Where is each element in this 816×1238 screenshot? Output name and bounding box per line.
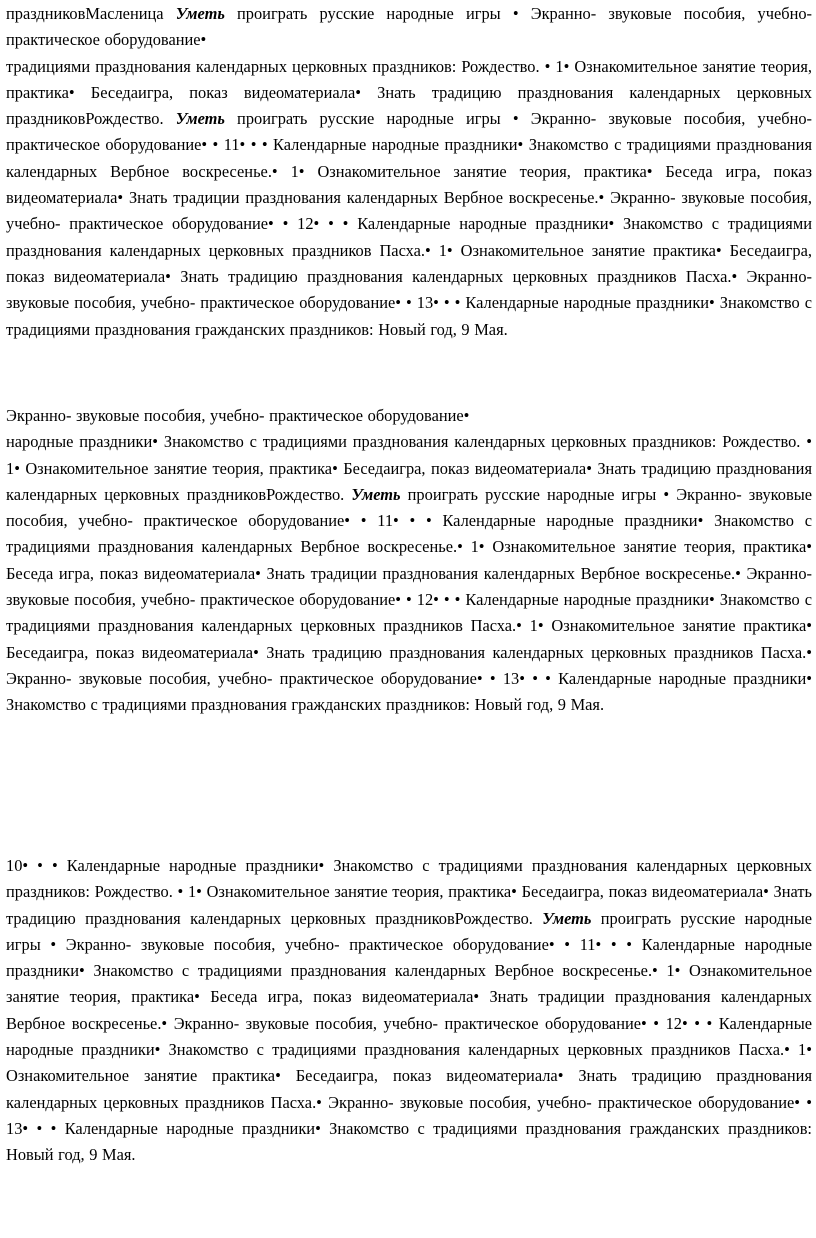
text-run: Экранно- звуковые пособия, учебно- практическое оборудование• [6,406,470,425]
text-block-1 [6,1,812,343]
emphasis-umet: Уметь [542,908,592,928]
text-run: традициями празднования календарных церковных праздников: Рождество. • 1• Ознакомительное занятие теория, практика• Беседаигра, показ видеоматериала• Знать традицию празднования календарных церковных праздниковРождество. [6,56,812,129]
text-run: народные праздники• Знакомство с традициями празднования календарных церковных праздников: Рождество. • 1• Ознакомительное занятие теория, практика• Беседаигра, показ видеоматериала• Знать традицию празднования календарных церковных праздниковРождество. [6,432,812,504]
emphasis-umet: Уметь [351,484,401,504]
emphasis-umet: Уметь [175,109,225,129]
text-run: 10• • • Календарные народные праздники• Знакомство с традициями празднования календарных церковных праздников: Рождество. • 1• Ознакомительное занятие теория, практика• Беседаигра, показ видеоматериала• Знать традицию празднования календарных церковных праздниковРождество. [6,856,812,928]
emphasis-umet: Уметь [175,4,225,23]
text-run: проиграть русские народные игры • Экранно- звуковые пособия, учебно- практическое оборудование• • 11• • • Календарные народные праздники• Знакомство с традициями празднования календарных Вербное воскресенье.• 1• Ознакомительное занятие теория, практика• Беседа игра, показ видеоматериала• Знать традиции празднования календарных Вербное воскресенье.• Экранно- звуковые пособия, учебно- практическое оборудование• • 12• • • Календарные народные праздники• Знакомство с традициями празднования календарных церковных праздников Пасха.• 1• Ознакомительное занятие практика• Беседаигра, показ видеоматериала• Знать традицию празднования календарных церковных праздников Пасха.• Экранно- звуковые пособия, учебно- практическое оборудование• • 13• • • Календарные народные праздники• Знакомство с традициями празднования гражданских праздников: Новый год, 9 Мая. [6,109,813,339]
paragraph-1-1 [6,1,812,54]
text-run: проиграть русские народные игры • Экранно- звуковые пособия, учебно- практическое оборудование• [6,4,812,50]
text-block-2 [6,403,812,719]
paragraph-2-1 [6,403,812,429]
text-run: проиграть русские народные игры • Экранно- звуковые пособия, учебно- практическое оборудование• • 11• • • Календарные народные праздники• Знакомство с традициями празднования календарных Вербное воскресенье.• 1• Ознакомительное занятие теория, практика• Беседа игра, показ видеоматериала• Знать традиции празднования календарных Вербное воскресенье.• Экранно- звуковые пособия, учебно- практическое оборудование• • 12• • • Календарные народные праздники• Знакомство с традициями празднования календарных церковных праздников Пасха.• 1• Ознакомительное занятие практика• Беседаигра, показ видеоматериала• Знать традицию празднования календарных церковных праздников Пасха.• Экранно- звуковые пособия, учебно- практическое оборудование• • 13• • • Календарные народные праздники• Знакомство с традициями празднования гражданских праздников: Новый год, 9 Мая. [6,484,812,715]
paragraph-3-1 [6,853,812,1169]
paragraph-1-2 [6,54,812,343]
text-run: проиграть русские народные игры • Экранно- звуковые пособия, учебно- практическое оборудование• • 11• • • Календарные народные праздники• Знакомство с традициями празднования календарных Вербное воскресенье.• 1• Ознакомительное занятие теория, практика• Беседа игра, показ видеоматериала• Знать традиции празднования календарных Вербное воскресенье.• Экранно- звуковые пособия, учебно- практическое оборудование• • 12• • • Календарные народные праздники• Знакомство с традициями празднования календарных церковных праздников Пасха.• 1• Ознакомительное занятие практика• Беседаигра, показ видеоматериала• Знать традицию празднования календарных церковных праздников Пасха.• Экранно- звуковые пособия, учебно- практическое оборудование• • 13• • • Календарные народные праздники• Знакомство с традициями празднования гражданских праздников: Новый год, 9 Мая. [6,908,812,1165]
text-block-3 [6,853,812,1169]
paragraph-2-2 [6,429,812,718]
text-run: праздниковМасленица [6,4,176,23]
